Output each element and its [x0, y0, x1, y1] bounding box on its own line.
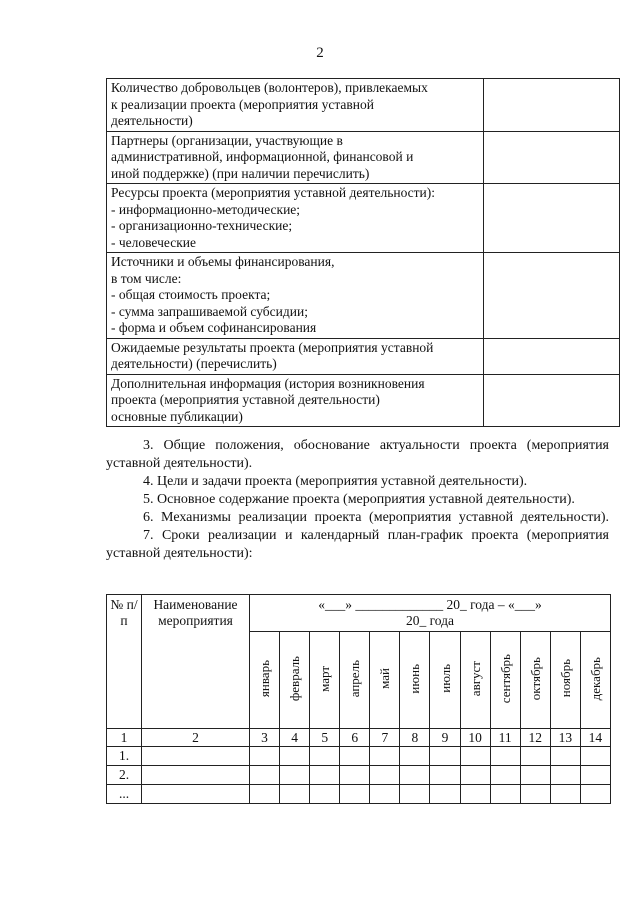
info-label-cell	[107, 253, 484, 339]
column-index-cell: 3	[250, 729, 280, 747]
schedule-cell[interactable]	[280, 785, 310, 804]
month-header	[520, 632, 550, 729]
info-value-cell[interactable]	[484, 79, 620, 132]
column-index-cell: 8	[400, 729, 430, 747]
info-label-line: Ресурсы проекта (мероприятия уставной деятельности):	[111, 185, 436, 200]
schedule-cell[interactable]	[520, 785, 550, 804]
info-label-cell	[107, 131, 484, 184]
month-header	[340, 632, 370, 729]
schedule-cell[interactable]	[370, 785, 400, 804]
schedule-cell[interactable]	[550, 766, 580, 785]
month-label: март	[317, 665, 333, 692]
schedule-cell[interactable]	[250, 785, 280, 804]
info-row	[107, 79, 620, 132]
schedule-table	[106, 594, 611, 804]
schedule-cell[interactable]	[550, 747, 580, 766]
info-value-cell[interactable]	[484, 131, 620, 184]
paragraph-7: 7. Сроки реализации и календарный план-график проекта (мероприятия уставной деятельности):	[106, 528, 609, 561]
month-header	[280, 632, 310, 729]
table-row	[107, 747, 611, 766]
info-row	[107, 184, 620, 253]
info-row	[107, 131, 620, 184]
info-label-line: - организационно-технические;	[111, 218, 293, 233]
column-index-cell: 1	[107, 729, 142, 747]
month-label: апрель	[347, 659, 363, 698]
month-header	[550, 632, 580, 729]
schedule-cell[interactable]	[430, 785, 460, 804]
info-value-cell[interactable]	[484, 374, 620, 427]
header-period	[250, 595, 611, 632]
info-value-cell[interactable]	[484, 184, 620, 253]
schedule-cell[interactable]	[142, 785, 250, 804]
schedule-cell[interactable]	[490, 766, 520, 785]
table-row	[107, 785, 611, 804]
schedule-cell[interactable]	[250, 766, 280, 785]
column-index-cell: 4	[280, 729, 310, 747]
info-label-line: Источники и объемы финансирования,	[111, 254, 335, 269]
info-row	[107, 338, 620, 374]
month-label: декабрь	[587, 656, 603, 701]
schedule-cell[interactable]	[340, 766, 370, 785]
schedule-cell[interactable]	[550, 785, 580, 804]
info-label-cell	[107, 79, 484, 132]
month-label: февраль	[287, 655, 303, 702]
schedule-cell[interactable]	[370, 747, 400, 766]
schedule-cell[interactable]	[430, 766, 460, 785]
schedule-cell[interactable]	[310, 785, 340, 804]
info-label-line: Партнеры (организации, участвующие в	[111, 132, 343, 148]
schedule-cell[interactable]	[580, 766, 610, 785]
paragraph-6: 6. Механизмы реализации проекта (мероприятия уставной деятельности).	[143, 510, 609, 525]
schedule-cell[interactable]	[280, 766, 310, 785]
schedule-cell[interactable]	[580, 747, 610, 766]
schedule-cell[interactable]	[490, 785, 520, 804]
info-row	[107, 374, 620, 427]
schedule-cell[interactable]	[400, 747, 430, 766]
column-index-cell: 6	[340, 729, 370, 747]
month-label: октябрь	[527, 656, 543, 701]
column-index-cell: 12	[520, 729, 550, 747]
schedule-cell[interactable]	[460, 747, 490, 766]
column-index-cell: 5	[310, 729, 340, 747]
info-label-line: Ожидаемые результаты проекта (мероприятия уставной	[111, 339, 434, 355]
schedule-cell[interactable]	[280, 747, 310, 766]
schedule-cell[interactable]	[460, 785, 490, 804]
info-row	[107, 253, 620, 339]
info-label-line: - общая стоимость проекта;	[111, 287, 271, 302]
month-header	[250, 632, 280, 729]
column-index-cell: 7	[370, 729, 400, 747]
info-label-line: основные публикации)	[111, 408, 243, 424]
schedule-cell[interactable]	[460, 766, 490, 785]
month-label: август	[467, 660, 483, 697]
month-label: июнь	[407, 663, 423, 694]
schedule-cell[interactable]	[340, 747, 370, 766]
column-index-cell: 10	[460, 729, 490, 747]
month-header	[400, 632, 430, 729]
month-header	[370, 632, 400, 729]
info-label-line: - форма и объем софинансирования	[111, 320, 317, 335]
row-number-cell: ...	[107, 785, 142, 804]
schedule-cell[interactable]	[430, 747, 460, 766]
month-label: июль	[437, 664, 453, 693]
row-number-cell: 2.	[107, 766, 142, 785]
schedule-cell[interactable]	[370, 766, 400, 785]
schedule-cell[interactable]	[400, 766, 430, 785]
column-index-cell: 13	[550, 729, 580, 747]
info-label-line: - информационно-методические;	[111, 201, 301, 217]
info-label-line: Количество добровольцев (волонтеров), привлекаемых	[111, 80, 428, 95]
paragraph-3: 3. Общие положения, обоснование актуальности проекта (мероприятия уставной деятельности).	[106, 438, 609, 471]
month-header	[580, 632, 610, 729]
schedule-cell[interactable]	[400, 785, 430, 804]
schedule-cell[interactable]	[310, 766, 340, 785]
header-number: № п/п	[107, 595, 142, 729]
month-label: ноябрь	[557, 659, 573, 698]
period-line-2: 20_ года	[405, 613, 455, 628]
info-label-line: иной поддержке) (при наличии перечислить)	[111, 165, 370, 181]
page-number: 2	[316, 45, 324, 61]
month-header	[310, 632, 340, 729]
month-header	[460, 632, 490, 729]
column-index-cell: 2	[142, 729, 250, 747]
column-index-cell: 9	[430, 729, 460, 747]
info-label-line: деятельности)	[111, 113, 193, 128]
month-header	[430, 632, 460, 729]
section-paragraphs	[106, 437, 609, 563]
info-label-line: деятельности) (перечислить)	[111, 356, 277, 371]
schedule-cell[interactable]	[520, 747, 550, 766]
month-label: май	[377, 668, 393, 689]
info-label-line: проекта (мероприятия уставной деятельности)	[111, 392, 380, 407]
schedule-cell[interactable]	[142, 766, 250, 785]
info-label-cell	[107, 338, 484, 374]
info-label-line: Дополнительная информация (история возникновения	[111, 375, 425, 391]
column-index-cell: 14	[580, 729, 610, 747]
project-info-table	[106, 78, 620, 427]
paragraph-5: 5. Основное содержание проекта (мероприятия уставной деятельности).	[143, 492, 575, 507]
column-index-row	[107, 729, 611, 747]
info-label-line: административной, информационной, финансовой и	[111, 149, 414, 164]
month-label: сентябрь	[497, 653, 513, 704]
info-value-cell[interactable]	[484, 338, 620, 374]
info-label-line: - сумма запрашиваемой субсидии;	[111, 303, 308, 319]
month-header	[490, 632, 520, 729]
schedule-cell[interactable]	[142, 747, 250, 766]
info-label-cell	[107, 184, 484, 253]
info-value-cell[interactable]	[484, 253, 620, 339]
table-row	[107, 766, 611, 785]
column-index-cell: 11	[490, 729, 520, 747]
schedule-cell[interactable]	[520, 766, 550, 785]
row-number-cell: 1.	[107, 747, 142, 766]
info-label-line: - человеческие	[111, 234, 196, 250]
schedule-cell[interactable]	[340, 785, 370, 804]
schedule-cell[interactable]	[580, 785, 610, 804]
schedule-cell[interactable]	[310, 747, 340, 766]
schedule-cell[interactable]	[490, 747, 520, 766]
month-label: январь	[257, 659, 273, 698]
period-line-1: «___» _____________ 20_ года – «___»	[318, 597, 542, 612]
paragraph-4: 4. Цели и задачи проекта (мероприятия уставной деятельности).	[143, 474, 528, 489]
info-label-cell	[107, 374, 484, 427]
info-label-line: в том числе:	[111, 270, 182, 286]
info-label-line: к реализации проекта (мероприятия уставной	[111, 96, 374, 112]
schedule-cell[interactable]	[250, 747, 280, 766]
header-activity-name: Наименование мероприятия	[142, 595, 250, 729]
